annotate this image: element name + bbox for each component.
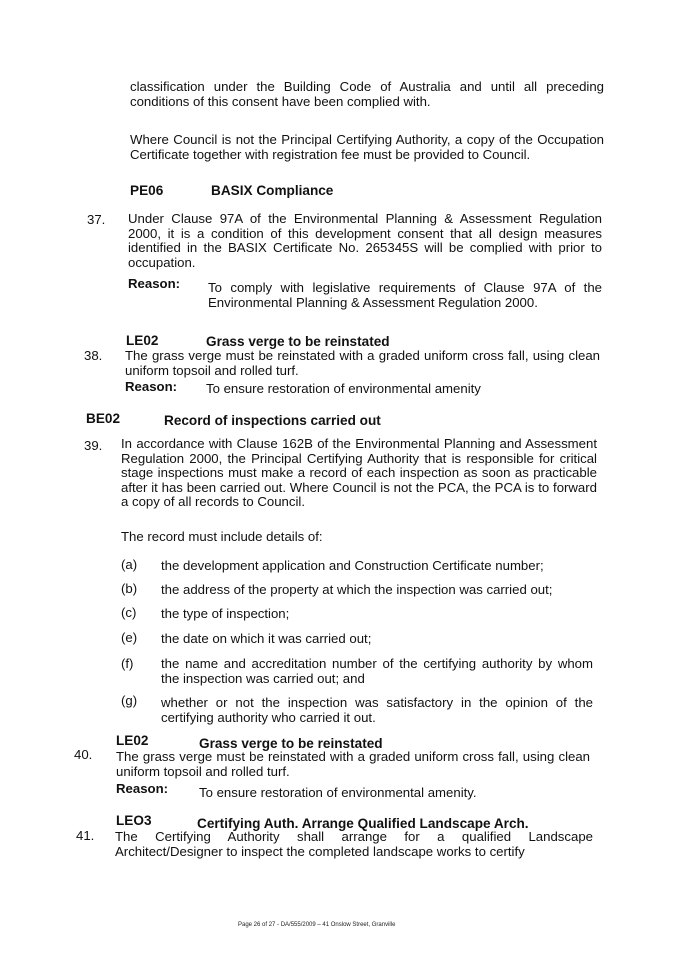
list-item-text: the name and accreditation number of the certifying authority by whom the inspection was carried out; and (161, 656, 593, 686)
list-item-label: (g) (121, 693, 138, 708)
condition-text-41: The Certifying Authority shall arrange for a qualified Landscape Architect/Designer to inspect the completed landscape works to certify (115, 829, 593, 859)
condition-number-40: 40. (74, 747, 93, 762)
section-code-le02: LE02 (116, 733, 149, 748)
section-title-pe06: BASIX Compliance (211, 183, 334, 198)
section-code-pe06: PE06 (130, 183, 164, 198)
page-footer: Page 26 of 27 - DA/555/2009 – 41 Onslow Street, Granville (238, 922, 396, 928)
section-title-le02: Grass verge to be reinstated (199, 736, 383, 751)
reason-label-40: Reason: (116, 781, 169, 796)
list-item-text: the date on which it was carried out; (161, 631, 372, 646)
record-intro: The record must include details of: (121, 529, 323, 544)
section-title-leo3: Certifying Auth. Arrange Qualified Landscape Arch. (197, 816, 529, 831)
condition-number-41: 41. (76, 828, 95, 843)
condition-number-38: 38. (84, 348, 103, 363)
condition-text-39: In accordance with Clause 162B of the Environmental Planning and Assessment Regulation 2000, the Principal Certifying Authority that is responsible for critical stage inspections must make a record of each inspection as soon as practicable after it has been carried out. Where Council is not the PCA, the PCA is to forward a copy of all records to Council. (121, 436, 597, 510)
list-item-text: whether or not the inspection was satisfactory in the opinion of the certifying authority who carried it out. (161, 695, 593, 725)
paragraph-top-1: classification under the Building Code of Australia and until all preceding conditions of this consent have been complied with. (130, 79, 604, 109)
list-item-label: (a) (121, 557, 138, 572)
reason-text-40: To ensure restoration of environmental amenity. (199, 785, 477, 800)
list-item-text: the development application and Construction Certificate number; (161, 558, 544, 573)
section-code-be02: BE02 (86, 411, 121, 426)
list-item-label: (e) (121, 630, 138, 645)
reason-label-37: Reason: (128, 276, 181, 291)
reason-text-37: To comply with legislative requirements of Clause 97A of the Environmental Planning & Assessment Regulation 2000. (208, 280, 602, 310)
condition-number-39: 39. (84, 438, 103, 453)
list-item-label: (f) (121, 656, 134, 671)
condition-number-37: 37. (87, 212, 106, 227)
condition-text-38: The grass verge must be reinstated with a graded uniform cross fall, using clean uniform topsoil and rolled turf. (125, 348, 600, 378)
list-item-text: the address of the property at which the inspection was carried out; (161, 582, 553, 597)
section-code-leo3: LEO3 (116, 813, 152, 828)
section-title-be02: Record of inspections carried out (164, 413, 381, 428)
paragraph-top-2: Where Council is not the Principal Certifying Authority, a copy of the Occupation Certificate together with registration fee must be provided to Council. (130, 132, 604, 162)
list-item-label: (b) (121, 581, 138, 596)
condition-text-37: Under Clause 97A of the Environmental Planning & Assessment Regulation 2000, it is a condition of this development consent that all design measures identified in the BASIX Certificate No. 265345S will be complied with prior to occupation. (128, 211, 602, 270)
list-item-text: the type of inspection; (161, 606, 290, 621)
section-code-le02: LE02 (126, 333, 159, 348)
reason-label-38: Reason: (125, 379, 178, 394)
condition-text-40: The grass verge must be reinstated with a graded uniform cross fall, using clean uniform topsoil and rolled turf. (116, 749, 590, 779)
reason-text-38: To ensure restoration of environmental amenity (206, 381, 481, 396)
list-item-label: (c) (121, 605, 137, 620)
section-title-le02: Grass verge to be reinstated (206, 334, 390, 349)
